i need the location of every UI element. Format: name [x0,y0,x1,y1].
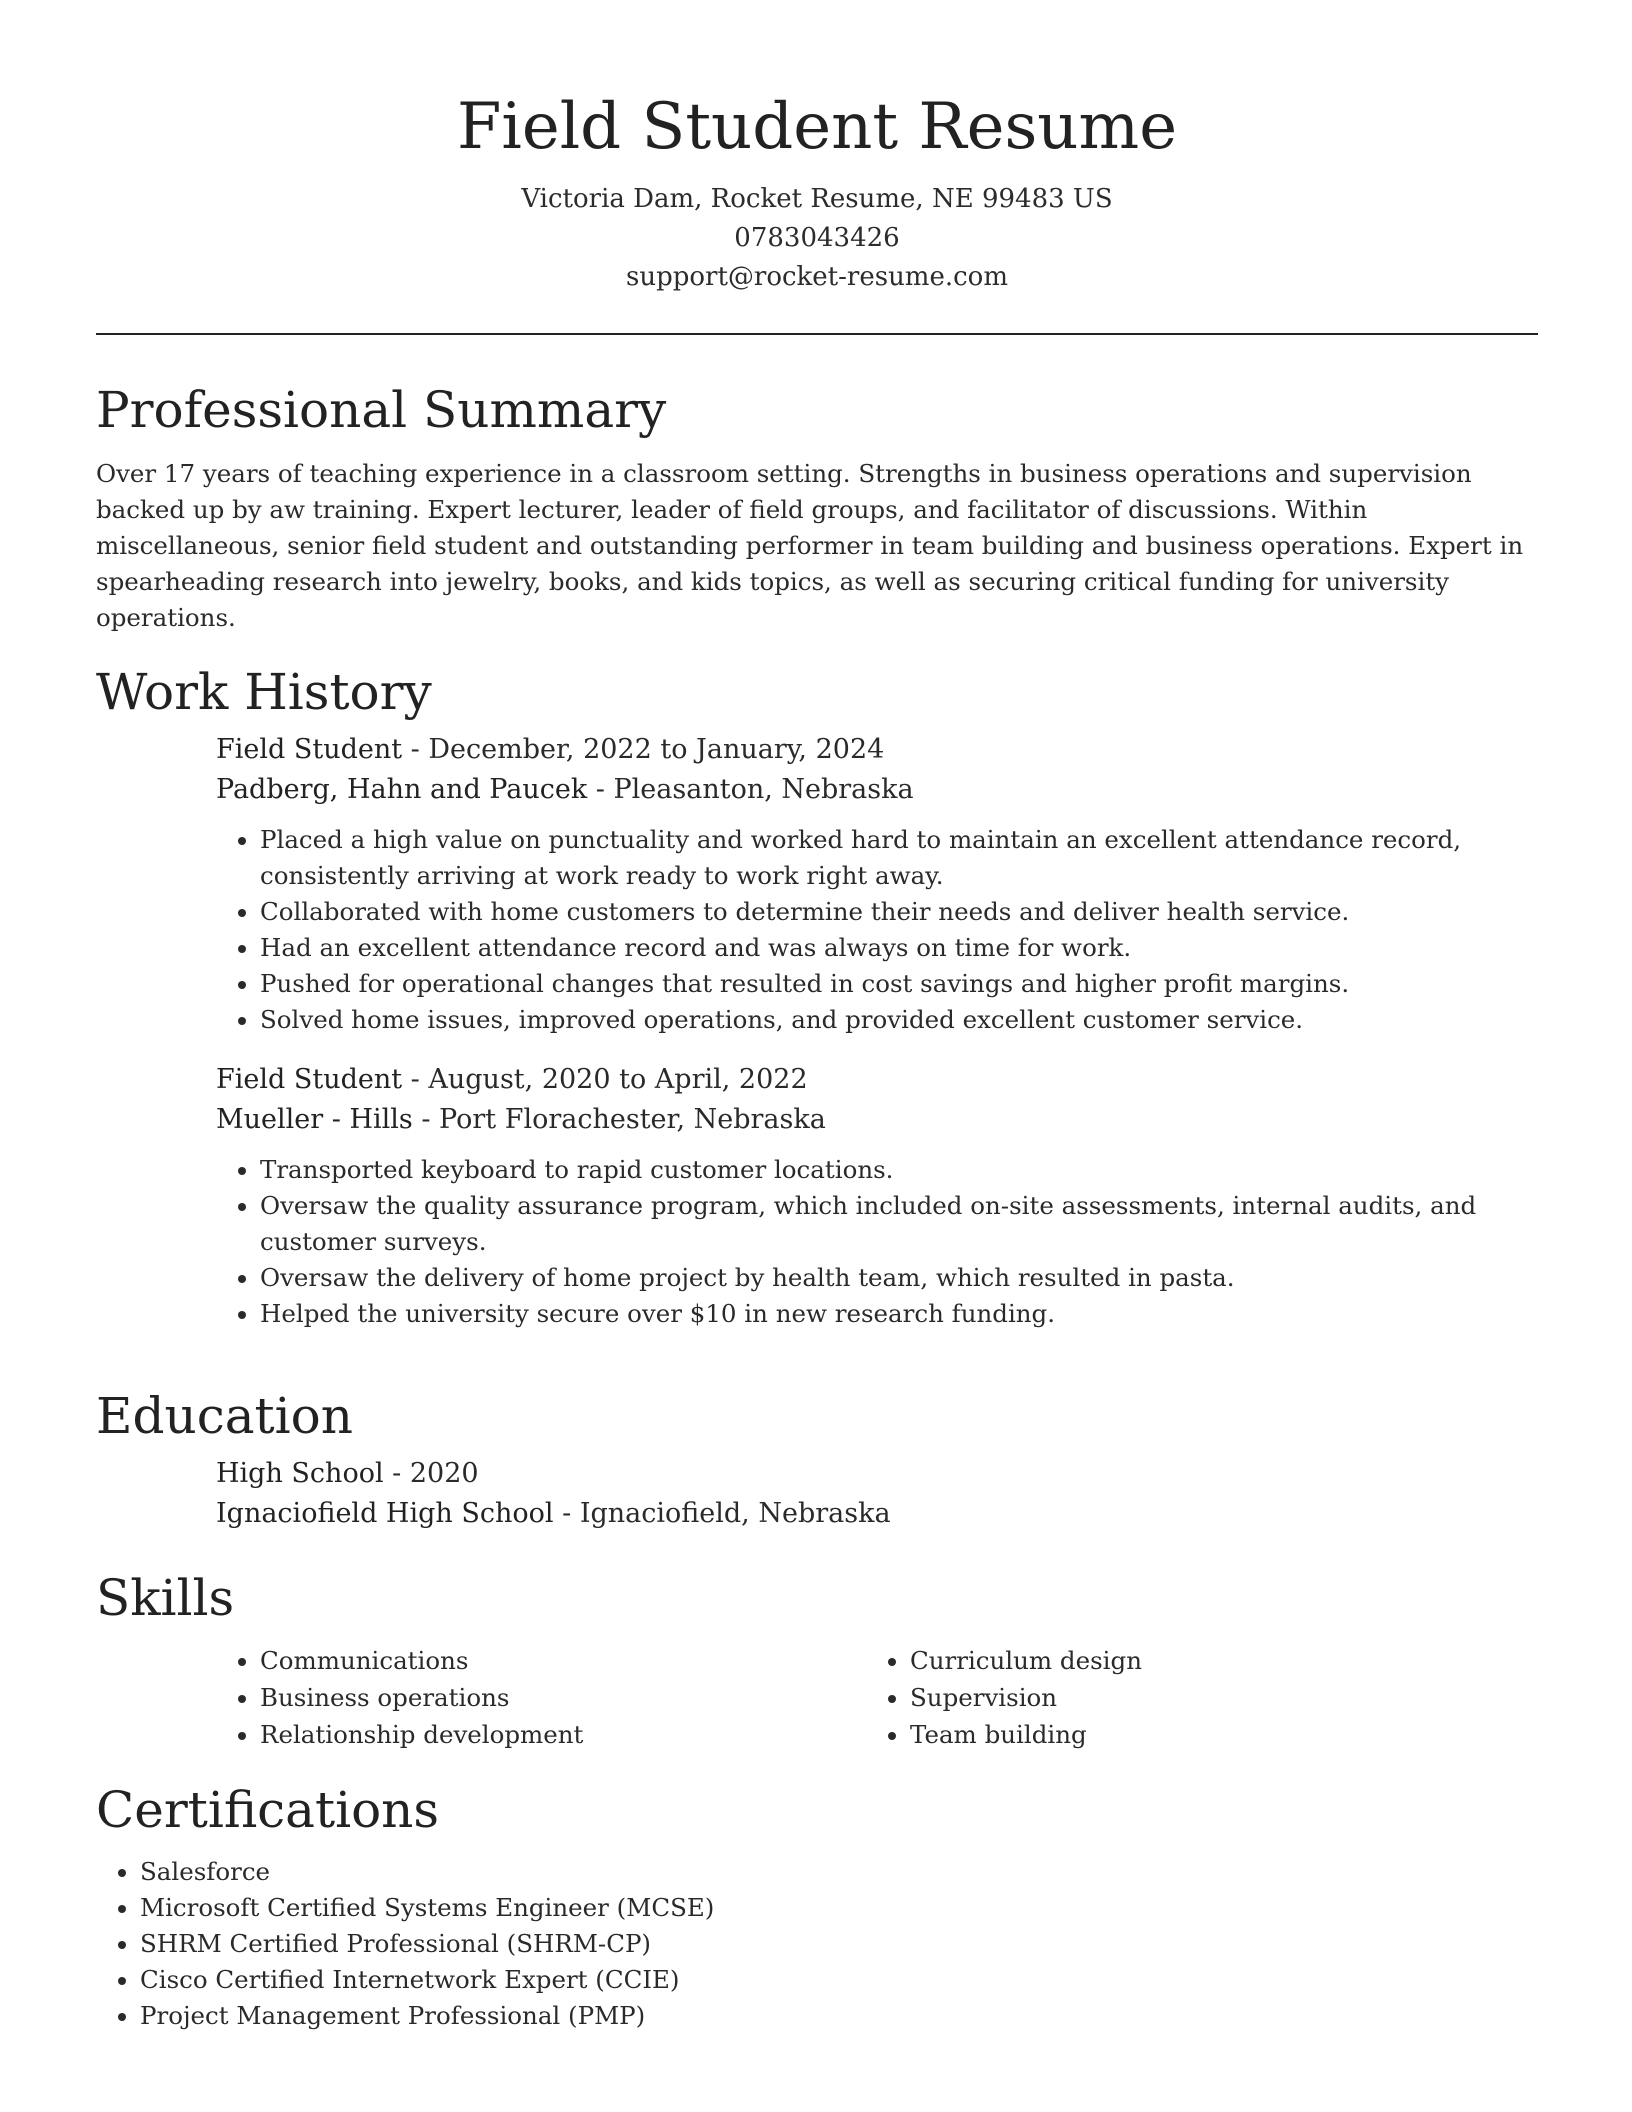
education-year: - 2020 [383,1458,479,1489]
list-item: • Team building [910,1716,1516,1753]
education-degree-line [216,1454,1538,1494]
list-item: • SHRM Certified Professional (SHRM-CP) [140,1926,1538,1962]
list-item: • Had an excellent attendance record and was always on time for work. [260,930,1538,966]
contact-info [96,180,1538,297]
list-item: • Collaborated with home customers to determine their needs and deliver health service. [260,894,1538,930]
list-item: • Helped the university secure over $10 in new research funding. [260,1296,1538,1332]
certifications-list [96,1854,1538,2034]
skills-grid [216,1642,1538,1753]
contact-address: Victoria Dam, Rocket Resume, NE 99483 US [521,184,1113,214]
work-history-heading: Work History [96,663,432,721]
list-item: • Placed a high value on punctuality and worked hard to maintain an excellent attendance record, consistently arriving at work ready to work right away. [260,822,1538,894]
job-bullets [216,1152,1538,1332]
job-title: Field Student [216,734,403,765]
list-item: • Curriculum design [910,1642,1516,1679]
education-school: Ignaciofield High School [216,1498,554,1529]
header-divider [96,333,1538,335]
job-entry [216,1060,1538,1332]
summary-text: Over 17 years of teaching experience in a classroom setting. Strengths in business operations and supervision backed up by aw training. Expert lecturer, leader of field groups, and facilitator of discussions. Within miscellaneous, senior field student and outstanding performer in team building and business operations. Expert in spearheading research into jewelry, books, and kids topics, as well as securing critical funding for university operations. [96,459,1524,632]
skills-section [96,1566,1538,1753]
job-dates: - August, 2020 to April, 2022 [402,1064,808,1095]
education-school-line [216,1494,1538,1534]
certifications-heading: Certifications [96,1781,440,1839]
education-degree: High School [216,1458,384,1489]
list-item: • Relationship development [260,1716,866,1753]
list-item: • Communications [260,1642,866,1679]
education-section [96,1384,1538,1534]
skills-column-left [216,1642,866,1753]
education-entry [216,1454,1538,1534]
skills-column-right [866,1642,1516,1753]
list-item: • Supervision [910,1679,1516,1716]
list-item: • Solved home issues, improved operations, and provided excellent customer service. [260,1002,1538,1038]
job-company-line [216,1100,1538,1140]
list-item: • Project Management Professional (PMP) [140,1998,1538,2034]
education-heading: Education [96,1387,353,1445]
list-item: • Oversaw the quality assurance program, which included on-site assessments, internal audits, and customer surveys. [260,1188,1538,1260]
list-item: • Oversaw the delivery of home project by health team, which resulted in pasta. [260,1260,1538,1296]
list-item: • Transported keyboard to rapid customer locations. [260,1152,1538,1188]
job-location: - Pleasanton, Nebraska [587,774,914,805]
resume-header [96,0,1538,335]
contact-phone: 0783043426 [734,223,900,253]
work-history-section [96,660,1538,1332]
list-item: • Pushed for operational changes that resulted in cost savings and higher profit margins. [260,966,1538,1002]
list-item: • Salesforce [140,1854,1538,1890]
list-item: • Cisco Certified Internetwork Expert (CCIE) [140,1962,1538,1998]
list-item: • Microsoft Certified Systems Engineer (MCSE) [140,1890,1538,1926]
education-location: - Ignaciofield, Nebraska [553,1498,891,1529]
job-title-line [216,1060,1538,1100]
job-company: Padberg, Hahn and Paucek [216,774,588,805]
list-item: • Business operations [260,1679,866,1716]
job-title: Field Student [216,1064,403,1095]
summary-section [96,378,1538,636]
job-bullets [216,822,1538,1038]
job-dates: - December, 2022 to January, 2024 [402,734,885,765]
summary-heading: Professional Summary [96,381,667,439]
job-entry [216,730,1538,1038]
job-location: - Port Florachester, Nebraska [412,1104,826,1135]
contact-email: support@rocket-resume.com [625,262,1008,292]
page-title: Field Student Resume [456,90,1178,164]
job-title-line [216,730,1538,770]
job-company-line [216,770,1538,810]
job-company: Mueller - Hills [216,1104,413,1135]
skills-heading: Skills [96,1569,235,1627]
certifications-section [96,1778,1538,2034]
resume-page [96,0,1538,2030]
